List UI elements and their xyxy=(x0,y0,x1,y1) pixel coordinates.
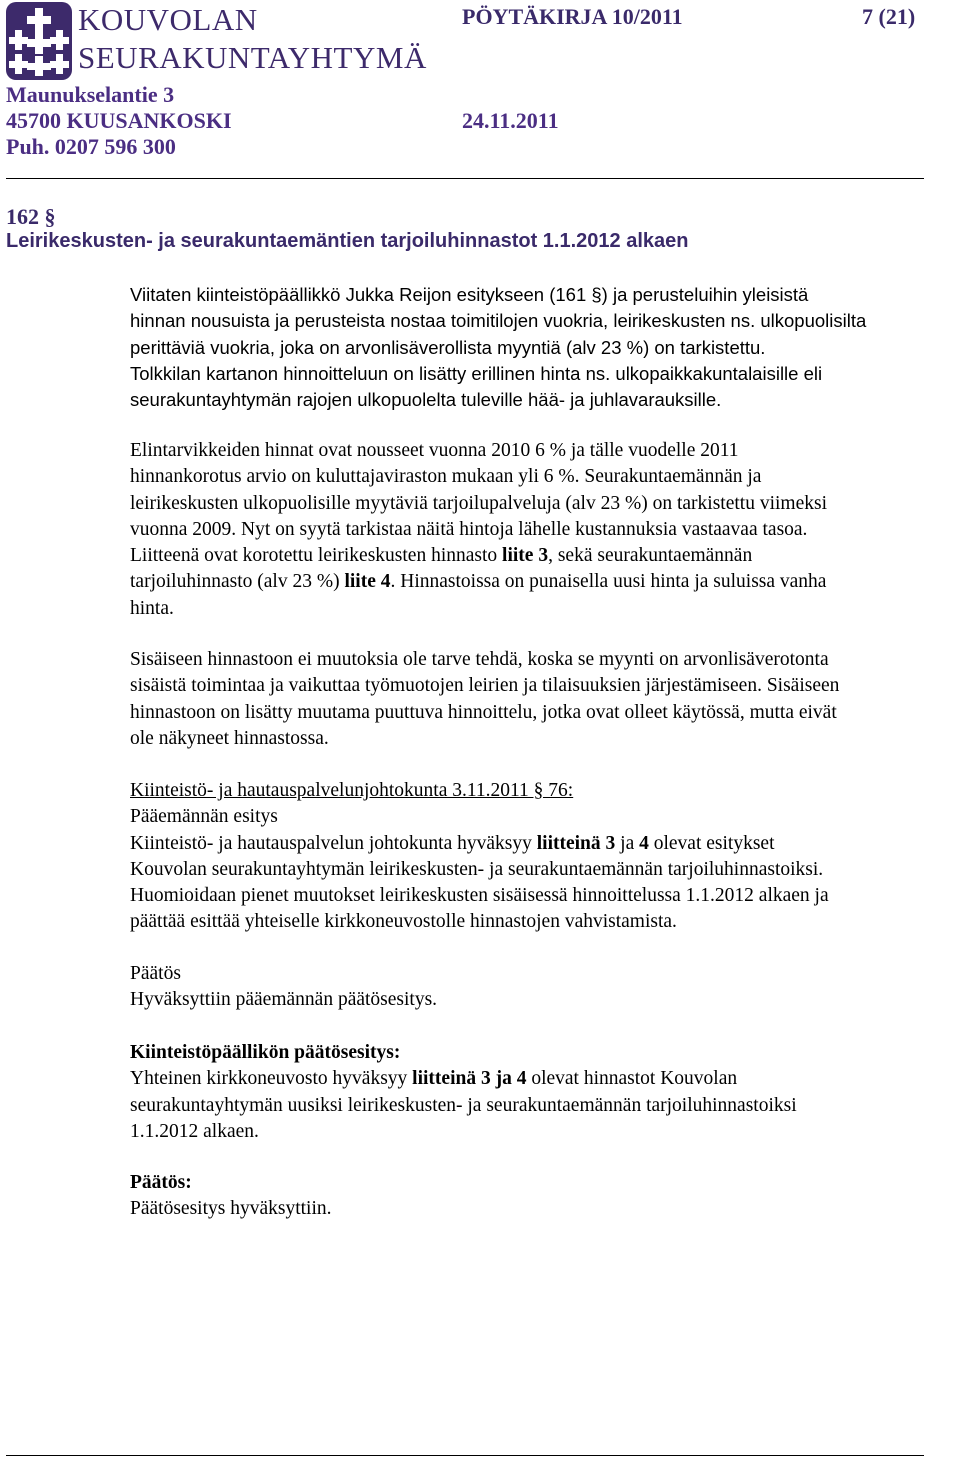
final-decision-heading: Päätös: xyxy=(130,1172,192,1193)
paragraph-intro xyxy=(130,282,958,413)
attachment-ref: liitteinä 3 xyxy=(536,832,616,854)
text-line: seurakuntayhtymän rajojen ulkopuolelta tuleville hää- ja juhlavarauksille. xyxy=(130,389,722,411)
text-run: tarjoiluhinnasto (alv 23 %) xyxy=(130,571,345,593)
attachment-ref: liite 3 xyxy=(502,545,549,567)
manager-heading: Kiinteistöpäällikön päätösesitys: xyxy=(130,1042,401,1063)
text-line: Huomioidaan pienet muutokset leirikeskusten sisäisessä hinnoittelussa 1.1.2012 alkaen ja xyxy=(130,885,829,907)
text-line xyxy=(130,543,958,569)
proposal-label: Pääemännän esitys xyxy=(130,806,278,828)
board-section xyxy=(130,778,958,936)
meeting-date: 24.11.2011 xyxy=(462,108,559,133)
header-divider xyxy=(6,178,924,179)
church-cross-logo-icon xyxy=(6,2,72,80)
text-line: vuonna 2009. Nyt on syytä tarkistaa näitä hintoja lähelle kustannuksia vastaavaa tasoa. xyxy=(130,518,808,540)
section-title: Leirikeskusten- ja seurakuntaemäntien tarjoiluhinnastot 1.1.2012 alkaen xyxy=(6,230,689,252)
manager-proposal xyxy=(130,1040,958,1145)
board-decision xyxy=(130,961,958,1014)
text-line: Tolkkilan kartanon hinnoitteluun on lisätty erillinen hinta ns. ulkopaikkakuntalaisille eli xyxy=(130,362,823,384)
text-run: . Hinnastoissa on punaisella uusi hinta ja suluissa vanha xyxy=(390,571,827,593)
text-line: hinnastoon on lisätty muutama puuttuva hinnoittelu, jotka ovat olleet käytössä, mutta eivät xyxy=(130,701,837,723)
text-line: Kouvolan seurakuntayhtymän leirikeskusten- ja seurakuntaemännän tarjoiluhinnastoiksi. xyxy=(130,858,824,880)
text-line: 1.1.2012 alkaen. xyxy=(130,1120,259,1142)
phone-number: Puh. 0207 596 300 xyxy=(6,134,176,159)
text-run: Yhteinen kirkkoneuvosto hyväksyy xyxy=(130,1068,413,1090)
final-decision-text: Päätösesitys hyväksyttiin. xyxy=(130,1198,332,1220)
text-line: päättää esittää yhteiselle kirkkoneuvostolle hinnastojen vahvistamista. xyxy=(130,911,677,933)
text-run: ja xyxy=(615,832,640,854)
text-line xyxy=(130,1066,958,1092)
section-number: 162 § xyxy=(6,204,56,229)
org-name-line2: SEURAKUNTAYHTYMÄ xyxy=(78,40,427,75)
attachment-ref: liitteinä 3 ja 4 xyxy=(412,1068,527,1090)
page-number: 7 (21) xyxy=(862,4,916,29)
text-line: hinnankorotus arvio on kuluttajaviraston mukaan yli 6 %. Seurakuntaemännän ja xyxy=(130,466,762,488)
text-run: olevat hinnastot Kouvolan xyxy=(526,1068,738,1090)
address-city: 45700 KUUSANKOSKI xyxy=(6,108,232,133)
text-run: Liitteenä ovat korotettu leirikeskusten hinnasto xyxy=(130,545,503,567)
footer-divider xyxy=(6,1455,924,1456)
attachment-ref: liite 4 xyxy=(344,571,391,593)
attachment-ref: 4 xyxy=(639,832,649,854)
text-line: sisäistä toimintaa ja vaikuttaa työmuotojen leirien ja tilaisuuksien järjestämiseen. Sisäiseen xyxy=(130,675,840,697)
text-line xyxy=(130,831,958,857)
org-name-line1: KOUVOLAN xyxy=(78,2,258,37)
text-line: perittäviä vuokria, joka on arvonlisäverollista myyntiä (alv 23 %) on tarkistettu. xyxy=(130,336,766,358)
address-street: Maunukselantie 3 xyxy=(6,82,175,107)
text-run: olevat esitykset xyxy=(648,832,775,854)
decision-text: Hyväksyttiin pääemännän päätösesitys. xyxy=(130,989,438,1011)
text-line: ole näkyneet hinnastossa. xyxy=(130,727,329,749)
text-run: Kiinteistö- ja hautauspalvelun johtokunta hyväksyy xyxy=(130,832,537,854)
final-decision xyxy=(130,1170,958,1223)
text-line: Elintarvikkeiden hinnat ovat nousseet vuonna 2010 6 % ja tälle vuodelle 2011 xyxy=(130,440,739,461)
text-line: Viitaten kiinteistöpäällikkö Jukka Reijon esitykseen (161 §) ja perusteluihin yleisistä xyxy=(130,284,809,305)
paragraph-food-prices xyxy=(130,438,958,622)
paragraph-internal-prices xyxy=(130,647,958,752)
text-line: hinnan nousuista ja perusteista nostaa toimitilojen vuokria, leirikeskusten ns. ulkopuolisilta xyxy=(130,310,867,332)
text-line xyxy=(130,569,958,595)
board-heading: Kiinteistö- ja hautauspalvelunjohtokunta 3.11.2011 § 76: xyxy=(130,780,574,801)
text-line: leirikeskusten ulkopuolisille myytäviä tarjoilupalveluja (alv 23 %) on tarkistettu viimeksi xyxy=(130,492,827,514)
document-title: PÖYTÄKIRJA 10/2011 xyxy=(462,4,683,29)
text-line: seurakuntayhtymän uusiksi leirikeskusten- ja seurakuntaemännän tarjoiluhinnastoiksi xyxy=(130,1094,797,1116)
text-line: Sisäiseen hinnastoon ei muutoksia ole tarve tehdä, koska se myynti on arvonlisäverotonta xyxy=(130,649,829,670)
decision-label: Päätös xyxy=(130,963,181,984)
text-line: hinta. xyxy=(130,597,174,619)
text-run: , sekä seurakuntaemännän xyxy=(548,545,753,567)
